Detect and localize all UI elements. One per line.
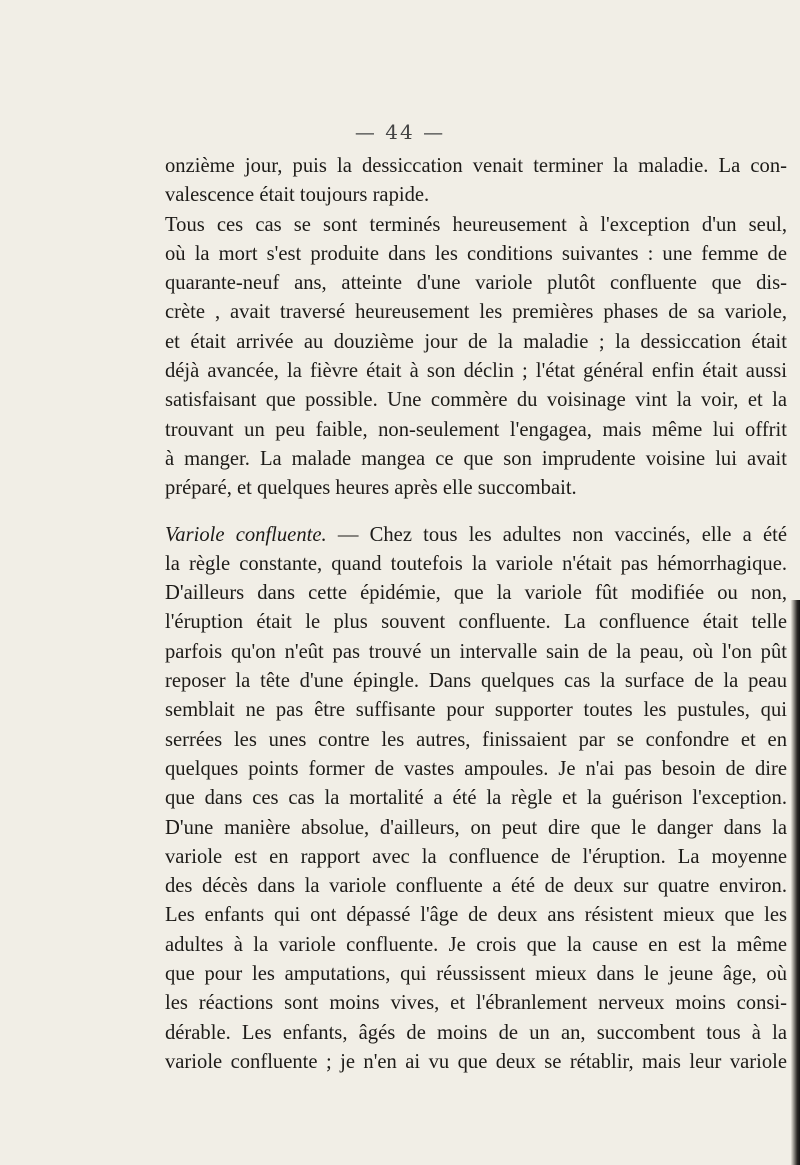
line-text: que dans ces cas la mortalité a été la règle et la guérison l'exception. — [165, 787, 787, 810]
text-line — [165, 416, 787, 445]
text-line — [165, 474, 787, 503]
text-line — [165, 843, 787, 872]
line-text: variole est en rapport avec la confluence de l'éruption. La moyenne — [165, 845, 787, 868]
text-line — [165, 931, 787, 960]
text-line — [165, 269, 787, 298]
line-text: déjà avancée, la fièvre était à son déclin ; l'état général enfin était aussi — [165, 360, 787, 383]
line-text: satisfaisant que possible. Une commère du voisinage vint la voir, et la — [165, 389, 787, 412]
line-text: la règle constante, quand toutefois la variole n'était pas hémorrhagique. — [165, 552, 787, 575]
text-line — [165, 872, 787, 901]
text-line — [165, 755, 787, 784]
line-text: — Chez tous les adultes non vaccinés, elle a été — [326, 523, 787, 546]
text-line — [165, 960, 787, 989]
line-text: des décès dans la variole confluente a été de deux sur quatre environ. — [165, 875, 787, 898]
text-line — [165, 667, 787, 696]
body-text — [165, 152, 787, 1077]
line-text: trouvant un peu faible, non-seulement l'engagea, mais même lui offrit — [165, 418, 787, 441]
text-line — [165, 901, 787, 930]
line-text: reposer la tête d'une épingle. Dans quelques cas la surface de la peau — [165, 670, 787, 693]
line-text: l'éruption était le plus souvent confluente. La confluence était telle — [165, 611, 787, 634]
line-text: D'une manière absolue, d'ailleurs, on peut dire que le danger dans la — [165, 816, 787, 839]
line-text: quarante-neuf ans, atteinte d'une variole plutôt confluente que dis- — [165, 272, 787, 295]
text-line — [165, 521, 787, 550]
text-line — [165, 608, 787, 637]
line-text: Tous ces cas se sont terminés heureusement à l'exception d'un seul, — [165, 213, 787, 236]
text-line — [165, 638, 787, 667]
text-line — [165, 814, 787, 843]
line-text: dérable. Les enfants, âgés de moins de un an, succombent tous à la — [165, 1021, 787, 1044]
text-line — [165, 181, 787, 210]
text-line — [165, 1019, 787, 1048]
line-text: semblait ne pas être suffisante pour supporter toutes les pustules, qui — [165, 699, 787, 722]
line-text: quelques points former de vastes ampoules. Je n'ai pas besoin de dire — [165, 757, 787, 780]
text-line — [165, 445, 787, 474]
text-line — [165, 152, 787, 181]
text-line — [165, 211, 787, 240]
line-text: onzième jour, puis la dessiccation venait terminer la maladie. La con- — [165, 155, 787, 177]
line-text: les réactions sont moins vives, et l'ébranlement nerveux moins consi- — [165, 992, 787, 1015]
text-line — [165, 357, 787, 386]
text-line — [165, 784, 787, 813]
text-line — [165, 579, 787, 608]
text-line — [165, 240, 787, 269]
page-number: — 44 — — [354, 120, 446, 144]
line-text: à manger. La malade mangea ce que son imprudente voisine lui avait — [165, 447, 787, 470]
line-text: adultes à la variole confluente. Je crois que la cause en est la même — [165, 933, 787, 956]
text-line — [165, 328, 787, 357]
line-text: que pour les amputations, qui réussissent mieux dans le jeune âge, où — [165, 963, 787, 986]
line-text: préparé, et quelques heures après elle succombait. — [165, 477, 577, 500]
text-line — [165, 1048, 787, 1077]
text-line — [165, 989, 787, 1018]
line-text: et était arrivée au douzième jour de la maladie ; la dessiccation était — [165, 330, 787, 353]
line-text: D'ailleurs dans cette épidémie, que la variole fût modifiée ou non, — [165, 582, 787, 605]
text-line — [165, 726, 787, 755]
page-edge-shadow — [791, 600, 800, 1165]
text-line — [165, 298, 787, 327]
line-text: parfois qu'on n'eût pas trouvé un intervalle sain de la peau, où l'on pût — [165, 640, 787, 663]
line-text: où la mort s'est produite dans les conditions suivantes : une femme de — [165, 242, 787, 265]
line-text: Les enfants qui ont dépassé l'âge de deux ans résistent mieux que les — [165, 904, 787, 927]
line-text: crète , avait traversé heureusement les premières phases de sa variole, — [165, 301, 787, 324]
text-line — [165, 696, 787, 725]
line-text: valescence était toujours rapide. — [165, 184, 430, 207]
text-line — [165, 550, 787, 579]
text-line — [165, 386, 787, 415]
section-heading: Variole confluente. — [165, 523, 327, 546]
line-text: serrées les unes contre les autres, finissaient par se confondre et en — [165, 728, 787, 751]
line-text: variole confluente ; je n'en ai vu que deux se rétablir, mais leur variole — [165, 1050, 787, 1073]
